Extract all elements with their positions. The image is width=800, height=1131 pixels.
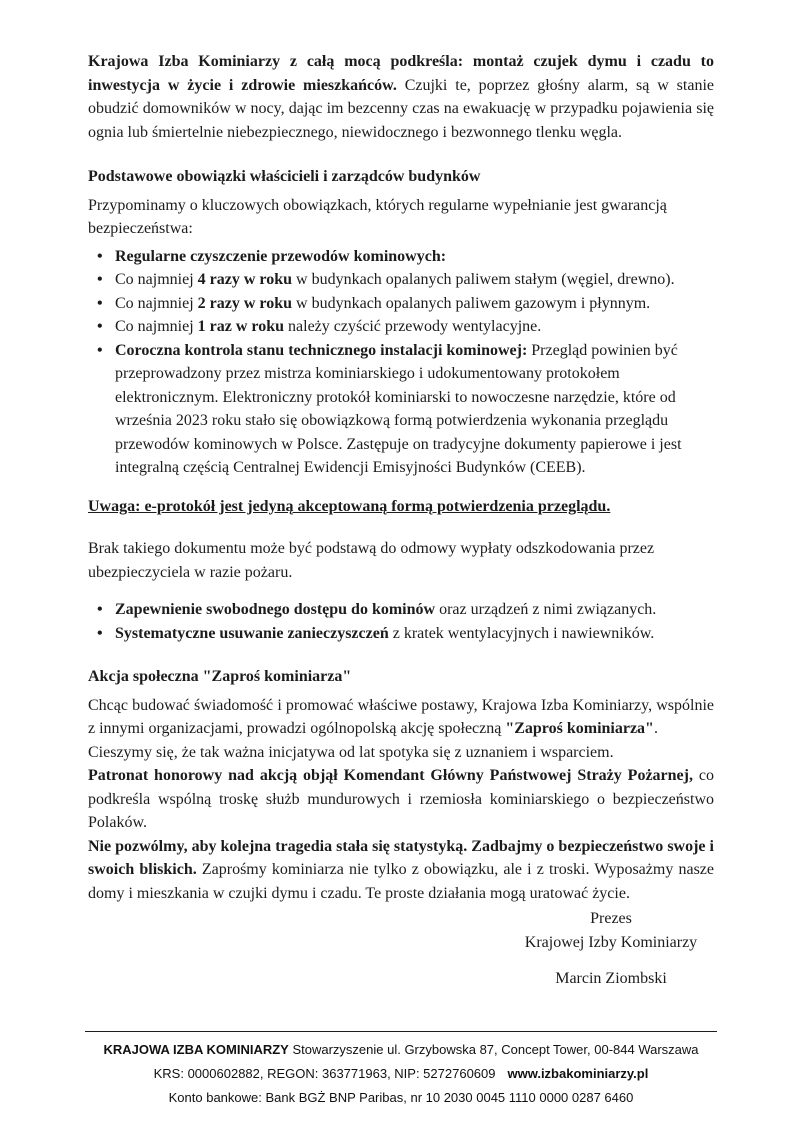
text-run: . xyxy=(653,720,658,737)
text-run: z kratek wentylacyjnych i nawiewników. xyxy=(388,624,655,642)
text-run-bold: Coroczna kontrola stanu technicznego instalacji kominowej: xyxy=(115,341,528,359)
campaign-paragraph-4 xyxy=(88,835,714,906)
campaign-paragraph-2: Cieszymy się, że tak ważna inicjatywa od lat spotyka się z uznaniem i wsparciem. xyxy=(88,743,614,761)
bullet-icon: • xyxy=(97,601,103,618)
list-item-solid-fuel xyxy=(88,268,714,292)
text-run: co podkreśla wspólną troskę służb mundurowych i rzemiosła kominiarskiego o bezpieczeństwo Polaków. xyxy=(88,767,715,831)
text-run: Przegląd powinien być przeprowadzony przez mistrza kominiarskiego i udokumentowany protokołem elektronicznym. Elektroniczny protokół kominiarski to nowoczesne narzędzie, które od września 2023 roku stało się obowiązkową formą potwierdzenia wykonania przeglądu przewodów kominowych w Polsce. Zastępuje on tradycyjne dokumenty papierowe i jest integralną częścią Centralnej Ewidencji Emisyjności Budynków (CEEB). xyxy=(115,341,682,476)
access-list xyxy=(88,598,714,645)
text-run-bold: Zapewnienie swobodnego dostępu do kominów xyxy=(115,601,436,618)
list-item-inspection xyxy=(88,339,714,480)
text-run: Co najmniej xyxy=(115,294,198,312)
text-run: należy czyścić przewody wentylacyjne. xyxy=(284,318,542,335)
bullet-icon: • xyxy=(97,624,103,642)
bullet-icon: • xyxy=(97,294,103,312)
list-item-chimney-access xyxy=(88,598,714,622)
text-run-bold: 2 razy w roku xyxy=(197,294,293,312)
text-run: Co najmniej xyxy=(115,271,198,288)
list-item-gas-fuel xyxy=(88,292,714,316)
text-run: Co najmniej xyxy=(115,318,198,335)
signature-name: Marcin Ziombski xyxy=(555,970,667,987)
intro-paragraph xyxy=(88,50,714,144)
campaign-paragraph-1 xyxy=(88,694,714,741)
text-run: oraz urządzeń z nimi związanych. xyxy=(435,601,657,618)
footer-bank-line: Konto bankowe: Bank BGŻ BNP Paribas, nr 10 2030 0045 1110 0000 0287 6460 xyxy=(168,1090,634,1105)
text-run-bold: 1 raz w roku xyxy=(197,318,285,335)
signature-title-line2: Krajowej Izby Kominiarzy xyxy=(524,933,698,951)
bullet-icon: • xyxy=(97,318,103,335)
list-item-cleaning xyxy=(88,245,714,269)
text-run: w budynkach opalanych paliwem gazowym i płynnym. xyxy=(292,294,651,312)
text-run-bold: Regularne czyszczenie przewodów kominowych: xyxy=(115,247,447,265)
text-run: Chcąc budować świadomość i promować właściwe postawy, Krajowa Izba Kominiarzy, wspólnie z innymi organizacjami, prowadzi ogólnopolską akcję społeczną xyxy=(88,696,714,737)
eprotocol-notice: Uwaga: e-protokół jest jedyną akceptowaną formą potwierdzenia przeglądu. xyxy=(88,497,611,515)
intro-text-run: Czujki te, poprzez głośny alarm, są w stanie obudzić domowników w nocy, dając im bezcenny czas na ewakuację w przypadku pojawienia się ognia lub śmiertelnie niebezpiecznego, niewidocznego i bezwonnego tlenku węgla. xyxy=(88,76,715,141)
signature-title-line1: Prezes xyxy=(590,910,632,927)
text-run: w budynkach opalanych paliwem stałym (węgiel, drewno). xyxy=(292,271,675,288)
intro-bold-run: Krajowa Izba Kominiarzy z całą mocą podkreśla: montaż czujek dymu i czadu to inwestycja w życie i zdrowie mieszkańców. xyxy=(88,53,714,94)
campaign-section xyxy=(88,665,714,905)
footer-website-text: www.izbakominiarzy.pl xyxy=(507,1066,649,1081)
text-run: Zaprośmy kominiarza nie tylko z obowiązku, ale i z troski. Wyposażmy nasze domy i mieszkania w czujki dymu i czadu. Te proste działania mogą uratować życie. xyxy=(88,861,714,902)
text-run: Stowarzyszenie ul. Grzybowska 87, Concept Tower, 00-844 Warszawa xyxy=(288,1042,699,1057)
campaign-heading: Akcja społeczna "Zaproś kominiarza" xyxy=(88,668,352,685)
list-item-ventilation xyxy=(88,315,714,339)
footer xyxy=(85,1031,717,1110)
bullet-icon: • xyxy=(97,341,103,359)
footer-org-line xyxy=(85,1038,717,1062)
text-run-bold: Nie pozwólmy, aby kolejna tragedia stała się statystyką. Zadbajmy o bezpieczeństwo swoje i swoich bliskich. xyxy=(88,837,714,878)
footer-registry-numbers: KRS: 0000602882, REGON: 363771963, NIP: 5272760609 xyxy=(153,1066,496,1081)
duties-lead: Przypominamy o kluczowych obowiązkach, których regularne wypełnianie jest gwarancją bezpieczeństwa: xyxy=(88,196,667,237)
signature-block xyxy=(505,907,717,991)
campaign-paragraph-3 xyxy=(88,764,714,835)
list-item-grille-cleaning xyxy=(88,622,714,646)
duties-heading: Podstawowe obowiązki właścicieli i zarządców budynków xyxy=(88,168,481,185)
footer-ids-line xyxy=(85,1062,717,1086)
text-run-bold: Patronat honorowy nad akcją objął Komendant Główny Państwowej Straży Pożarnej, xyxy=(88,767,693,784)
text-run-bold: "Zaproś kominiarza" xyxy=(505,720,654,737)
insurance-paragraph: Brak takiego dokumentu może być podstawą do odmowy wypłaty odszkodowania przez ubezpieczyciela w razie pożaru. xyxy=(88,540,655,581)
text-run-bold: 4 razy w roku xyxy=(197,271,293,288)
bullet-icon: • xyxy=(97,271,103,288)
text-run-bold: Systematyczne usuwanie zanieczyszczeń xyxy=(115,624,389,642)
duties-list xyxy=(88,245,714,480)
bullet-icon: • xyxy=(97,247,103,265)
footer-org-name: KRAJOWA IZBA KOMINIARZY xyxy=(103,1042,289,1057)
